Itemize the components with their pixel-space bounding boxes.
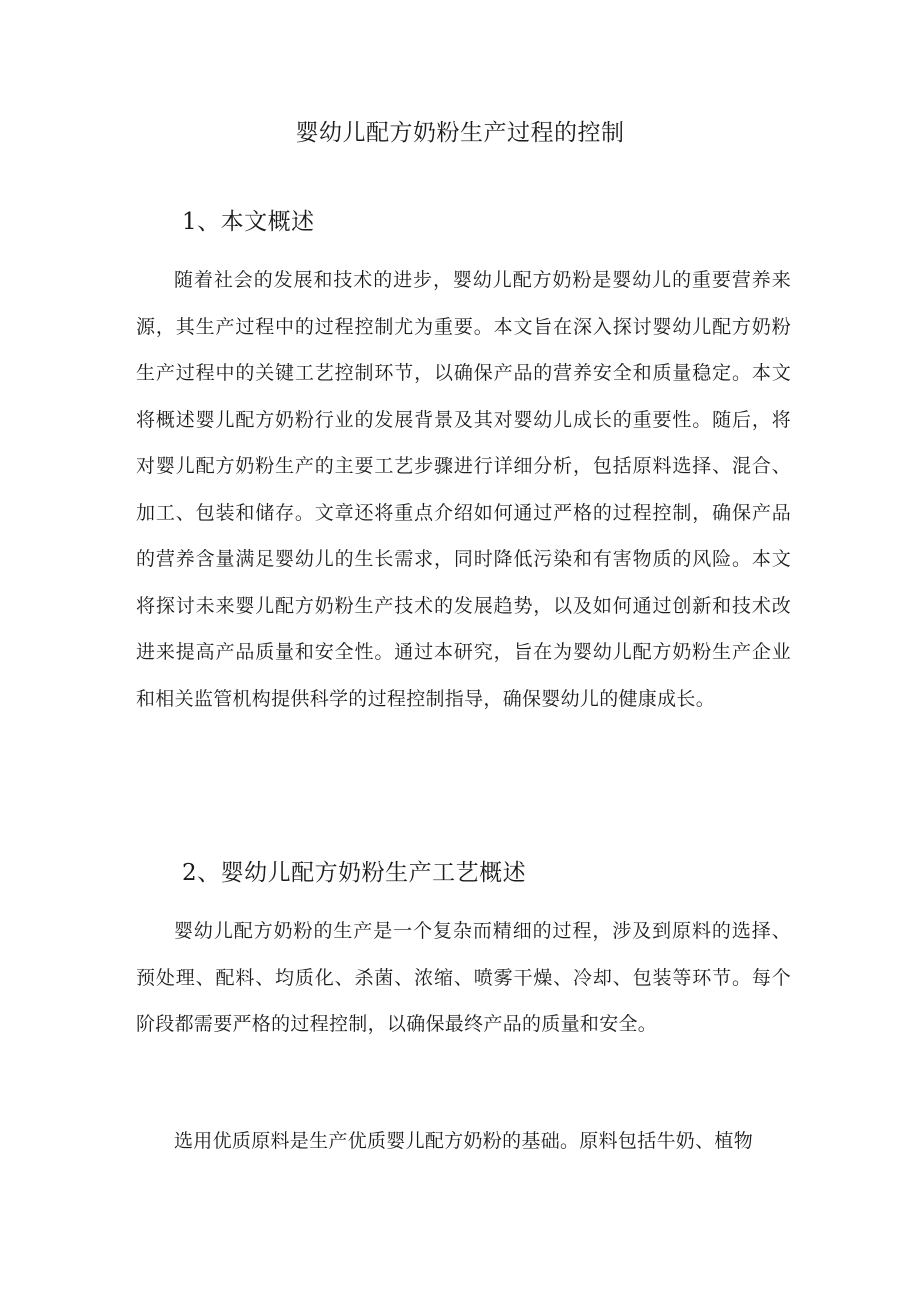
document-title: 婴幼儿配方奶粉生产过程的控制 [295,120,625,146]
section-heading-overview: 1、本文概述 [182,209,315,235]
paragraph-overview: 随着社会的发展和技术的进步，婴幼儿配方奶粉是婴幼儿的重要营养来源，其生产过程中的过程控制尤为重要。本文旨在深入探讨婴幼儿配方奶粉生产过程中的关键工艺控制环节，以确保产品的营养安全和质量稳定。本文将概述婴儿配方奶粉行业的发展背景及其对婴幼儿成长的重要性。随后，将对婴儿配方奶粉生产的主要工艺步骤进行详细分析，包括原料选择、混合、加工、包装和储存。文章还将重点介绍如何通过严格的过程控制，确保产品的营养含量满足婴幼儿的生长需求，同时降低污染和有害物质的风险。本文将探讨未来婴儿配方奶粉生产技术的发展趋势，以及如何通过创新和技术改进来提高产品质量和安全性。通过本研究，旨在为婴幼儿配方奶粉生产企业和相关监管机构提供科学的过程控制指导，确保婴幼儿的健康成长。 [136,269,791,710]
paragraph-process-intro: 婴幼儿配方奶粉的生产是一个复杂而精细的过程，涉及到原料的选择、预处理、配料、均质化、杀菌、浓缩、喷雾干燥、冷却、包装等环节。每个阶段都需要严格的过程控制，以确保最终产品的质量和安全。 [136,920,791,1035]
section-heading-process: 2、婴幼儿配方奶粉生产工艺概述 [182,860,527,886]
paragraph-raw-materials: 选用优质原料是生产优质婴儿配方奶粉的基础。原料包括牛奶、植物 [174,1130,754,1152]
